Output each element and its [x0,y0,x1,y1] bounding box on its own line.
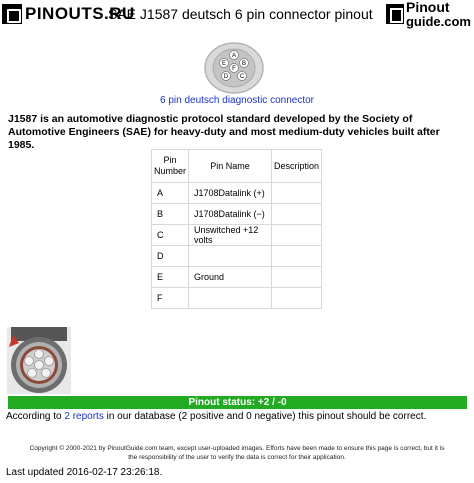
header-pin-number: Pin Number [152,150,189,183]
table-row [152,246,322,267]
copyright-notice [0,444,474,462]
table-row [152,288,322,309]
reports-before: According to [6,411,65,422]
pinoutguide-logo-icon [386,4,404,24]
connector-photo[interactable] [7,327,71,394]
pin-label-c: C [239,74,245,80]
pin-label-a: A [231,53,237,59]
pin-label-b: B [241,61,247,67]
pinouts-ru-logo-text: PINOUTS.RU [25,4,135,23]
pin-cell: C [152,225,189,246]
connector-diagram [204,42,264,94]
pinout-table [151,149,322,309]
table-row [152,225,322,246]
name-cell: Unswitched +12 volts [189,225,272,246]
description-cell [272,267,322,288]
table-row [152,204,322,225]
last-updated: Last updated 2016-02-17 23:26:18. [6,467,163,478]
page-header [0,0,474,28]
pinouts-logo-icon [2,4,22,24]
header-pin-name: Pin Name [189,150,272,183]
pinoutguide-logo[interactable] [386,0,471,29]
name-cell [189,246,272,267]
intro-paragraph: J1587 is an automotive diagnostic protocol standard developed by the Society of Automotive Engineers (SAE) for heavy-duty and most medium-duty vehicles built after 1985. [8,113,440,151]
name-cell: Ground [189,267,272,288]
pinoutguide-logo-main: Pinout [405,0,450,15]
header-description: Description [272,150,322,183]
description-cell [272,246,322,267]
name-cell [189,288,272,309]
description-cell [272,183,322,204]
pin-cell: D [152,246,189,267]
name-cell: J1708Datalink (+) [189,183,272,204]
pin-label-e: E [221,61,227,67]
table-row [152,183,322,204]
description-cell [272,288,322,309]
description-cell [272,225,322,246]
pin-label-f: F [232,66,236,72]
table-row [152,267,322,288]
pin-cell: E [152,267,189,288]
pin-cell: F [152,288,189,309]
table-header-row [152,150,322,183]
pin-cell: A [152,183,189,204]
reports-text [6,411,426,422]
connector-caption[interactable]: 6 pin deutsch diagnostic connector [160,95,314,106]
copyright-line-1: Copyright © 2000-2021 by PinoutGuide.com team, except user-uploaded images. Efforts have been made to ensure this page is correct, but it is [29,445,445,452]
reports-link[interactable]: 2 reports [64,411,104,422]
name-cell: J1708Datalink (−) [189,204,272,225]
pin-label-d: D [223,74,229,80]
reports-after: in our database (2 positive and 0 negative) this pinout should be correct. [103,411,427,422]
pinout-status-bar: Pinout status: +2 / -0 [8,396,467,409]
page-title: SAE J1587 deutsch 6 pin connector pinout [108,6,373,22]
pinoutguide-logo-sub: guide.com [405,14,471,29]
description-cell [272,204,322,225]
pin-cell: B [152,204,189,225]
copyright-line-2: the responsibility of the user to verify the data is correct for their application. [128,454,346,461]
